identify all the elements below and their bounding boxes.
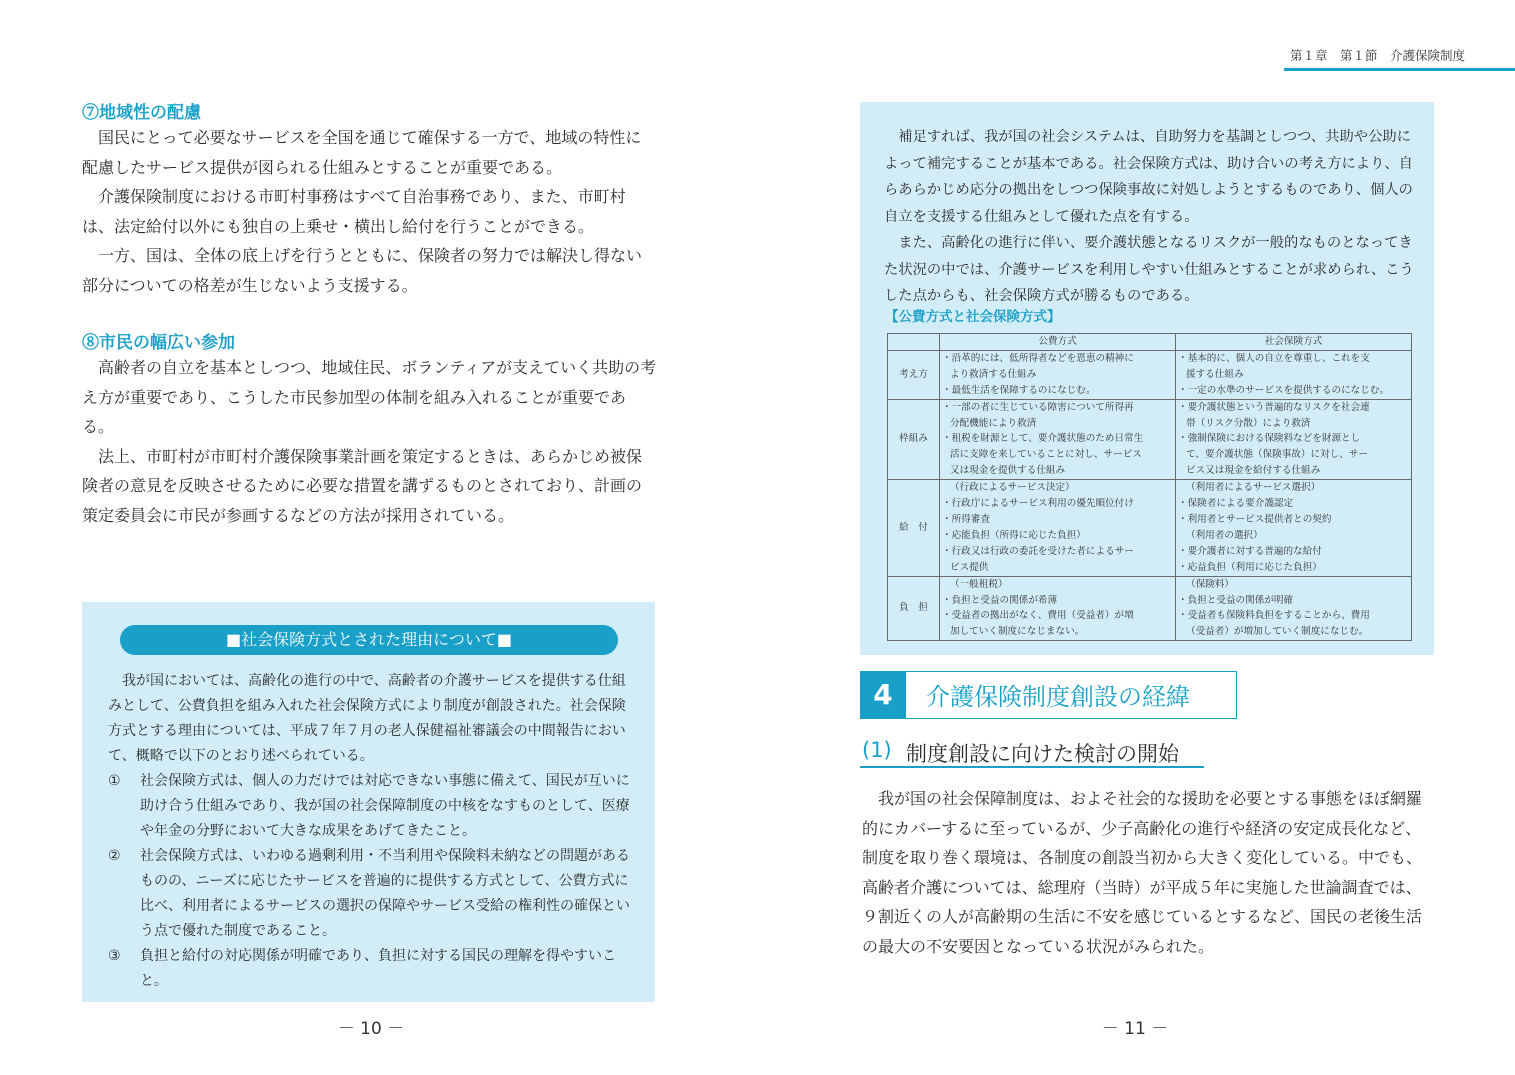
- paragraph: 補足すれば、我が国の社会システムは、自助努力を基調としつつ、共助や公助によって補完することが基本である。社会保険方式は、助け合いの考え方により、自らあらかじめ応分の拠出をしつつ保険事故に対処しようとするものであり、個人の自立を支援する仕組みとして優れた点を有する。: [884, 129, 1413, 225]
- table-cell-public: [940, 576, 1176, 641]
- table-cell-insurance: [1176, 576, 1412, 641]
- cell-line: 活に支障を来していることに対し、サービス: [950, 449, 1142, 461]
- reason-box-body: [108, 669, 630, 994]
- section-heading-citizen-participation: ⑧市民の幅広い参加: [82, 333, 235, 353]
- cell-line: ・負担と受益の関係が希薄: [942, 594, 1058, 606]
- cell-line: ・負担と受益の関係が明確: [1178, 594, 1294, 606]
- running-header: 第１章 第１節 介護保険制度: [1290, 48, 1466, 63]
- cell-line: （行政によるサービス決定）: [950, 482, 1075, 494]
- cell-line: 帯（リスク分散）により救済: [1186, 417, 1311, 429]
- table-cell-insurance: [1176, 399, 1412, 480]
- list-item: [108, 844, 630, 944]
- row-label: 考え方: [888, 350, 940, 399]
- cell-line: ・保険者による要介護認定: [1178, 498, 1294, 510]
- cell-line: ・沿革的には、低所得者などを恩恵の精神に: [942, 352, 1134, 364]
- cell-line: ・一定の水準のサービスを提供するのになじむ。: [1178, 384, 1390, 396]
- list-number: ②: [108, 848, 121, 864]
- cell-line: 加していく制度になじまない。: [950, 626, 1085, 638]
- table-title: 【公費方式と社会保険方式】: [885, 309, 1061, 325]
- reason-intro: 我が国においては、高齢化の進行の中で、高齢者の介護サービスを提供する仕組みとして、公費負担を組み入れた社会保険方式により制度が創設された。社会保険方式とする理由については、平成７年７月の老人保健福祉審議会の中間報告において、概略で以下のとおり述べられている。: [108, 673, 626, 764]
- cell-line: （利用者の選択）: [1186, 529, 1263, 541]
- cell-line: 又は現金を提供する仕組み: [950, 465, 1066, 477]
- page-number-right: － 11 －: [1101, 1019, 1169, 1039]
- paragraph: また、高齢化の進行に伴い、要介護状態となるリスクが一般的なものとなってきた状況の中では、介護サービスを利用しやすい仕組みとすることが求められ、こうした点からも、社会保険方式が勝るものである。: [884, 235, 1414, 304]
- list-text: 社会保険方式は、個人の力だけでは対応できない事態に備えて、国民が互いに助け合う仕組みであり、我が国の社会保障制度の中核をなすものとして、医療や年金の分野において大きな成果をあげてきたこと。: [140, 773, 630, 839]
- list-text: 社会保険方式は、いわゆる過剰利用・不当利用や保険料未納などの問題があるものの、ニーズに応じたサービスを普遍的に提供する方式として、公費方式に比べ、利用者によるサービスの選択の保障やサービス受給の権利性の確保という点で優れた制度であること。: [140, 848, 630, 939]
- cell-line: ・一部の者に生じている障害について所得再: [942, 401, 1134, 413]
- row-label: 枠組み: [888, 399, 940, 480]
- page-number-left: － 10 －: [337, 1019, 405, 1039]
- paragraph: 一方、国は、全体の底上げを行うとともに、保険者の努力では解決し得ない部分についての格差が生じないよう支援する。: [82, 246, 643, 295]
- table-row: [888, 480, 1412, 576]
- paragraph: 介護保険制度における市町村事務はすべて自治事務であり、また、市町村は、法定給付以外にも独自の上乗せ・横出し給付を行うことができる。: [82, 187, 626, 236]
- table-header-cell: [888, 334, 940, 351]
- supplement-text: [884, 124, 1414, 310]
- row-label: 給 付: [888, 480, 940, 576]
- cell-line: ・行政又は行政の委託を受けた者によるサー: [942, 545, 1134, 557]
- cell-line: ビス又は現金を給付する仕組み: [1186, 465, 1321, 477]
- comparison-table: [887, 333, 1412, 641]
- cell-line: ・基本的に、個人の自立を尊重し、これを支: [1178, 352, 1370, 364]
- section-number-badge: 4: [860, 671, 906, 719]
- left-page-body: [82, 98, 657, 530]
- table-row: [888, 350, 1412, 399]
- cell-line: （保険料）: [1186, 578, 1234, 590]
- cell-line: （利用者によるサービス選択）: [1186, 482, 1321, 494]
- subsection-number: (1): [862, 738, 892, 762]
- paragraph: 我が国の社会保障制度は、およそ社会的な援助を必要とする事態をほぼ網羅的にカバーするに至っているが、少子高齢化の進行や経済の安定成長化など、制度を取り巻く環境は、各制度の創設当初から大きく変化している。中でも、高齢者介護については、総理府（当時）が平成５年に実施した世論調査では、９割近くの人が高齢期の生活に不安を感じているとするなど、国民の老後生活の最大の不安要因となっている状況がみられた。: [862, 789, 1423, 956]
- row-label: 負 担: [888, 576, 940, 641]
- table-cell-insurance: [1176, 480, 1412, 576]
- table-header-cell: 社会保険方式: [1176, 334, 1412, 351]
- cell-line: ・租税を財源として、要介護状態のため日常生: [942, 433, 1144, 445]
- paragraph: 法上、市町村が市町村介護保険事業計画を策定するときは、あらかじめ被保険者の意見を反映させるために必要な措置を講ずるものとされており、計画の策定委員会に市民が参画するなどの方法が採用されている。: [82, 446, 643, 525]
- header-rule: [1284, 68, 1515, 71]
- cell-line: て、要介護状態（保険事故）に対し、サー: [1186, 449, 1369, 461]
- cell-line: ・受益者の拠出がなく、費用（受益者）が増: [942, 610, 1134, 622]
- list-text: 負担と給付の対応関係が明確であり、負担に対する国民の理解を得やすいこと。: [140, 948, 616, 989]
- table-row: [888, 576, 1412, 641]
- table-cell-public: [940, 350, 1176, 399]
- right-page-body: [862, 784, 1437, 961]
- cell-line: ・行政庁によるサービス利用の優先順位付け: [942, 498, 1134, 510]
- cell-line: ・利用者とサービス提供者との契約: [1178, 513, 1332, 525]
- list-item: [108, 944, 630, 994]
- cell-line: （一般租税）: [950, 578, 1008, 590]
- reason-box-title: ■社会保険方式とされた理由について■: [120, 625, 618, 655]
- section-title: 介護保険制度創設の経緯: [926, 683, 1190, 711]
- cell-line: ・受益者も保険料負担をすることから、費用: [1178, 610, 1370, 622]
- table-row: [888, 399, 1412, 480]
- table-header-row: [888, 334, 1412, 351]
- section-heading-regionality: ⑦地域性の配慮: [82, 103, 201, 123]
- list-item: [108, 769, 630, 844]
- subsection-title: 制度創設に向けた検討の開始: [906, 742, 1179, 766]
- cell-line: ・応益負担（利用に応じた負担）: [1178, 561, 1322, 573]
- cell-line: ・最低生活を保障するのになじむ。: [942, 384, 1096, 396]
- table-cell-public: [940, 399, 1176, 480]
- paragraph: 高齢者の自立を基本としつつ、地域住民、ボランティアが支えていく共助の考え方が重要であり、こうした市民参加型の体制を組み入れることが重要である。: [82, 358, 657, 436]
- table-header-cell: 公費方式: [940, 334, 1176, 351]
- list-number: ①: [108, 773, 121, 789]
- cell-line: ビス提供: [950, 561, 989, 573]
- cell-line: ・応能負担（所得に応じた負担）: [942, 529, 1086, 541]
- list-number: ③: [108, 948, 121, 964]
- cell-line: ・要介護者に対する普遍的な給付: [1178, 545, 1322, 557]
- cell-line: ・所得審査: [942, 513, 990, 525]
- table-cell-public: [940, 480, 1176, 576]
- subsection-underline: [860, 766, 1204, 768]
- cell-line: 援する仕組み: [1186, 368, 1244, 380]
- table-cell-insurance: [1176, 350, 1412, 399]
- cell-line: より救済する仕組み: [950, 368, 1037, 380]
- cell-line: 分配機能により救済: [950, 417, 1037, 429]
- paragraph: 国民にとって必要なサービスを全国を通じて確保する一方で、地域の特性に配慮したサービス提供が図られる仕組みとすることが重要である。: [82, 128, 642, 177]
- cell-line: ・強制保険における保険料などを財源とし: [1178, 433, 1361, 445]
- cell-line: ・要介護状態という普遍的なリスクを社会連: [1178, 401, 1370, 413]
- cell-line: （受益者）が増加していく制度になじむ。: [1186, 626, 1369, 638]
